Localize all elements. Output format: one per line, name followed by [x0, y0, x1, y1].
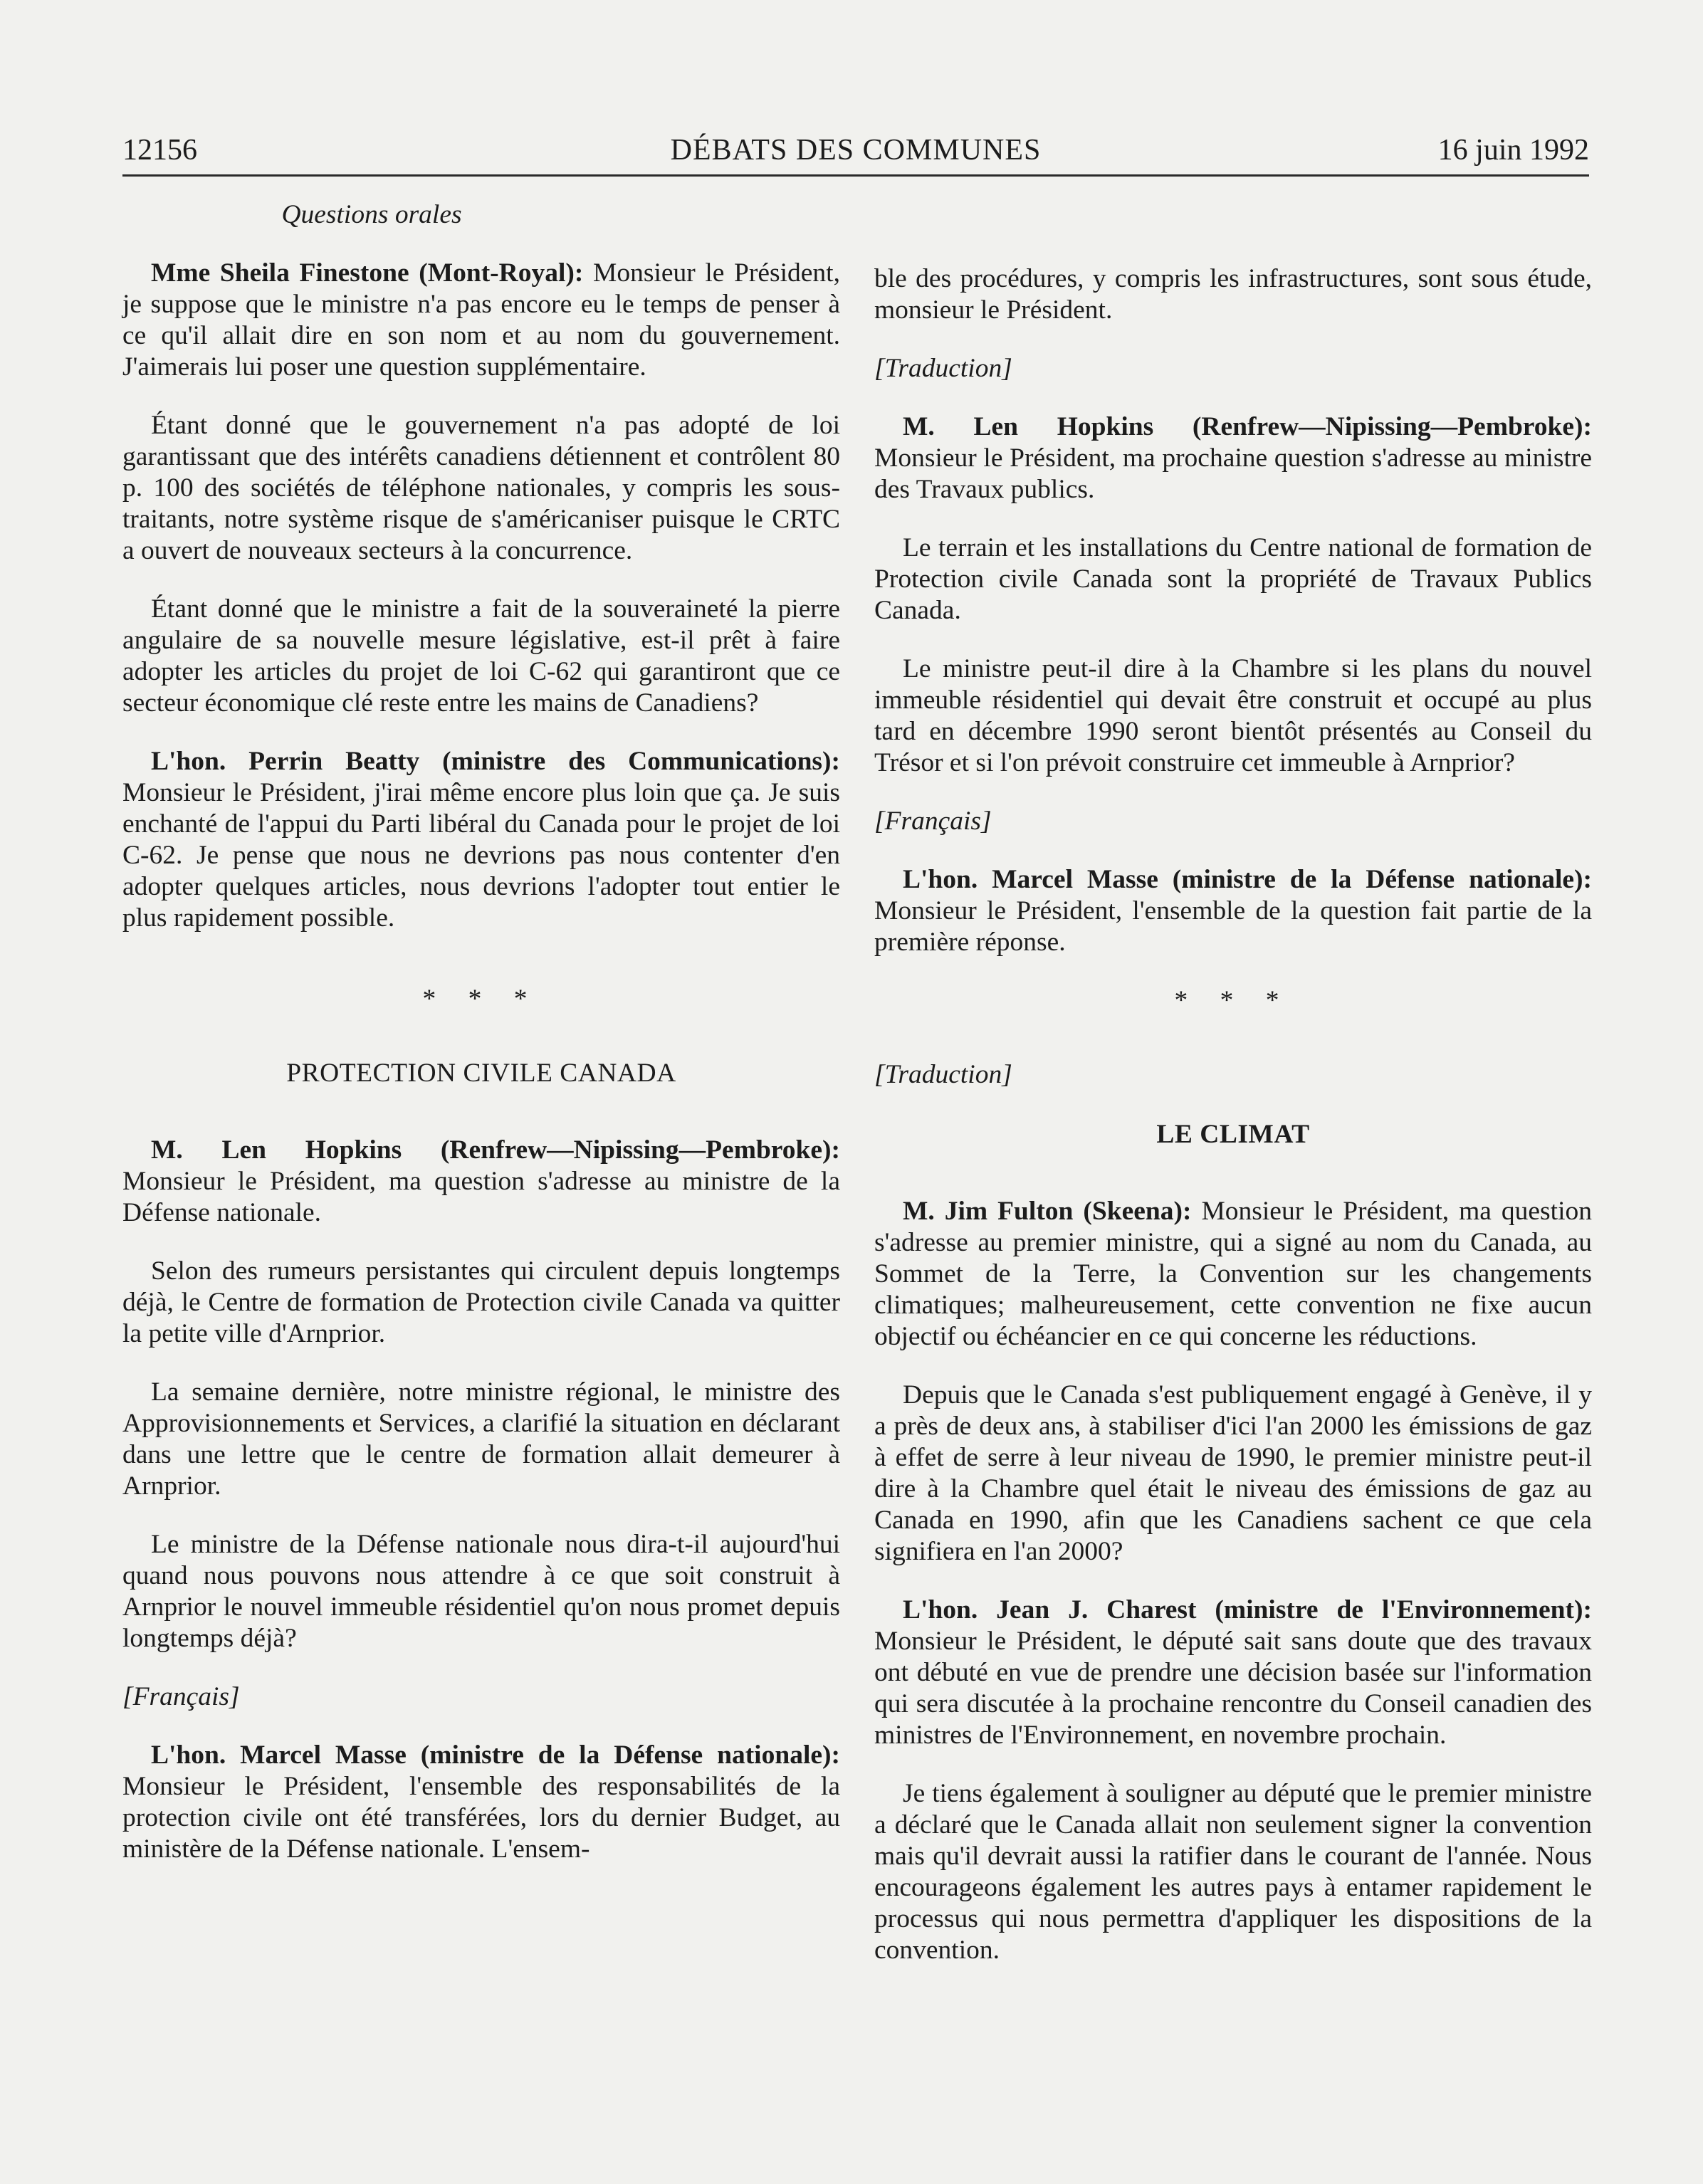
paragraph — [122, 1135, 840, 1229]
paragraph: Le terrain et les installations du Centre national de formation de Protection civile Canada sont la propriété de Travaux Publics Canada. — [874, 533, 1592, 625]
paragraph — [874, 864, 1592, 958]
paragraph: Je tiens également à souligner au député que le premier ministre a déclaré que le Canada allait non seulement signer la convention mais qu'il devrait aussi la ratifier dans le courant de l'année. Nous encourageons également les autres pays à entamer rapidement le processus qui nous permettra d'appliquer les dispositions de la convention. — [874, 1779, 1592, 1965]
publication-date: 16 juin 1992 — [1437, 134, 1589, 167]
paragraph: Depuis que le Canada s'est publiquement engagé à Genève, il y a près de deux ans, à stabiliser d'ici l'an 2000 les émissions de gaz à effet de serre à leur niveau de 1990, le premier ministre peut-il dire à la Chambre quel était le niveau des émissions de gaz au Canada en 1990, afin que les Canadiens sachent ce que cela signifiera en l'an 2000? — [874, 1380, 1592, 1566]
speaker-name: M. Jim Fulton (Skeena): — [903, 1197, 1192, 1226]
section-separator: * * * — [1174, 986, 1292, 1015]
speech-text: Monsieur le Président, ma prochaine question s'adresse au ministre des Travaux publics. — [874, 443, 1592, 504]
language-note: [Français] — [122, 1682, 240, 1711]
speech-text: Monsieur le Président, je suppose que le ministre n'a pas encore eu le temps de penser à ce qu'il allait dire en son nom et au nom du gouvernement. J'aimerais lui poser une question supplémentaire. — [122, 258, 840, 382]
left-column — [122, 199, 840, 1892]
section-separator: * * * — [422, 985, 540, 1014]
language-note: [Traduction] — [874, 1060, 1012, 1089]
paragraph — [874, 1595, 1592, 1751]
speech-text: Monsieur le Président, ma question s'adresse au ministre de la Défense nationale. — [122, 1167, 840, 1227]
speaker-name: L'hon. Marcel Masse (ministre de la Défense nationale): — [151, 1741, 840, 1770]
speech-text: Monsieur le Président, l'ensemble de la question fait partie de la première réponse. — [874, 896, 1592, 957]
language-note: [Traduction] — [874, 354, 1012, 383]
paragraph: Étant donné que le gouvernement n'a pas adopté de loi garantissant que des intérêts canadiens détiennent et contrôlent 80 p. 100 des sociétés de téléphone nationales, y compris les sous-traitants, notre système risque de s'américaniser puisque le CRTC a ouvert de nouveaux secteurs à la concurrence. — [122, 411, 840, 565]
section-heading: LE CLIMAT — [1156, 1120, 1310, 1149]
speaker-name: L'hon. Perrin Beatty (ministre des Communications): — [151, 747, 840, 776]
language-note: [Français] — [874, 807, 992, 836]
section-label: Questions orales — [281, 200, 462, 229]
speaker-name: M. Len Hopkins (Renfrew—Nipissing—Pembroke): — [903, 412, 1592, 441]
paragraph — [122, 258, 840, 383]
paragraph: Le ministre peut-il dire à la Chambre si les plans du nouvel immeuble résidentiel qui devait être construit et occupé au plus tard en décembre 1990 seront bientôt présentés au Conseil du Trésor et si l'on prévoit construire cet immeuble à Arnprior? — [874, 654, 1592, 777]
publication-title: DÉBATS DES COMMUNES — [670, 134, 1042, 167]
page-header — [122, 132, 1589, 177]
speech-text: Monsieur le Président, le député sait sans doute que des travaux ont débuté en vue de prendre une décision basée sur l'information qui sera discutée à la prochaine rencontre du Conseil canadien des ministres de l'Environnement, en novembre prochain. — [874, 1627, 1592, 1750]
paragraph: ble des procédures, y compris les infrastructures, sont sous étude, monsieur le Président. — [874, 264, 1592, 325]
page-number: 12156 — [122, 134, 197, 167]
paragraph: Le ministre de la Défense nationale nous dira-t-il aujourd'hui quand nous pouvons nous attendre à ce que soit construit à Arnprior le nouvel immeuble résidentiel qu'on nous promet depuis longtemps déjà? — [122, 1530, 840, 1653]
paragraph: Étant donné que le ministre a fait de la souveraineté la pierre angulaire de sa nouvelle mesure législative, est-il prêt à faire adopter les articles du projet de loi C-62 qui garantiront que ce secteur économique clé reste entre les mains de Canadiens? — [122, 594, 840, 718]
paragraph — [874, 411, 1592, 505]
speaker-name: M. Len Hopkins (Renfrew—Nipissing—Pembroke): — [151, 1135, 840, 1165]
speaker-name: Mme Sheila Finestone (Mont-Royal): — [151, 258, 584, 288]
paragraph: Selon des rumeurs persistantes qui circulent depuis longtemps déjà, le Centre de formation de Protection civile Canada va quitter la petite ville d'Arnprior. — [122, 1256, 840, 1348]
right-column — [874, 263, 1592, 1993]
paragraph — [874, 1196, 1592, 1353]
paragraph — [122, 746, 840, 934]
speaker-name: L'hon. Marcel Masse (ministre de la Défense nationale): — [903, 865, 1592, 894]
speaker-name: L'hon. Jean J. Charest (ministre de l'Environnement): — [903, 1595, 1592, 1624]
speech-text: Monsieur le Président, ma question s'adresse au premier ministre, qui a signé au nom du Canada, au Sommet de la Terre, la Convention sur les changements climatiques; malheureusement, cette convention ne fixe aucun objectif ou échéancier en ce qui concerne les réductions. — [874, 1197, 1592, 1351]
paragraph — [122, 1740, 840, 1865]
paragraph: La semaine dernière, notre ministre régional, le ministre des Approvisionnements et Services, a clarifié la situation en déclarant dans une lettre que le centre de formation allait demeurer à Arnprior. — [122, 1377, 840, 1501]
speech-text: Monsieur le Président, l'ensemble des responsabilités de la protection civile ont été transférées, lors du dernier Budget, au ministère de la Défense nationale. L'ensem- — [122, 1772, 840, 1864]
speech-text: Monsieur le Président, j'irai même encore plus loin que ça. Je suis enchanté de l'appui du Parti libéral du Canada pour le projet de loi C-62. Je pense que nous ne devrions pas nous contenter d'en adopter quelques articles, nous devrions l'adopter tout entier le plus rapidement possible. — [122, 778, 840, 933]
section-heading: PROTECTION CIVILE CANADA — [286, 1059, 676, 1088]
